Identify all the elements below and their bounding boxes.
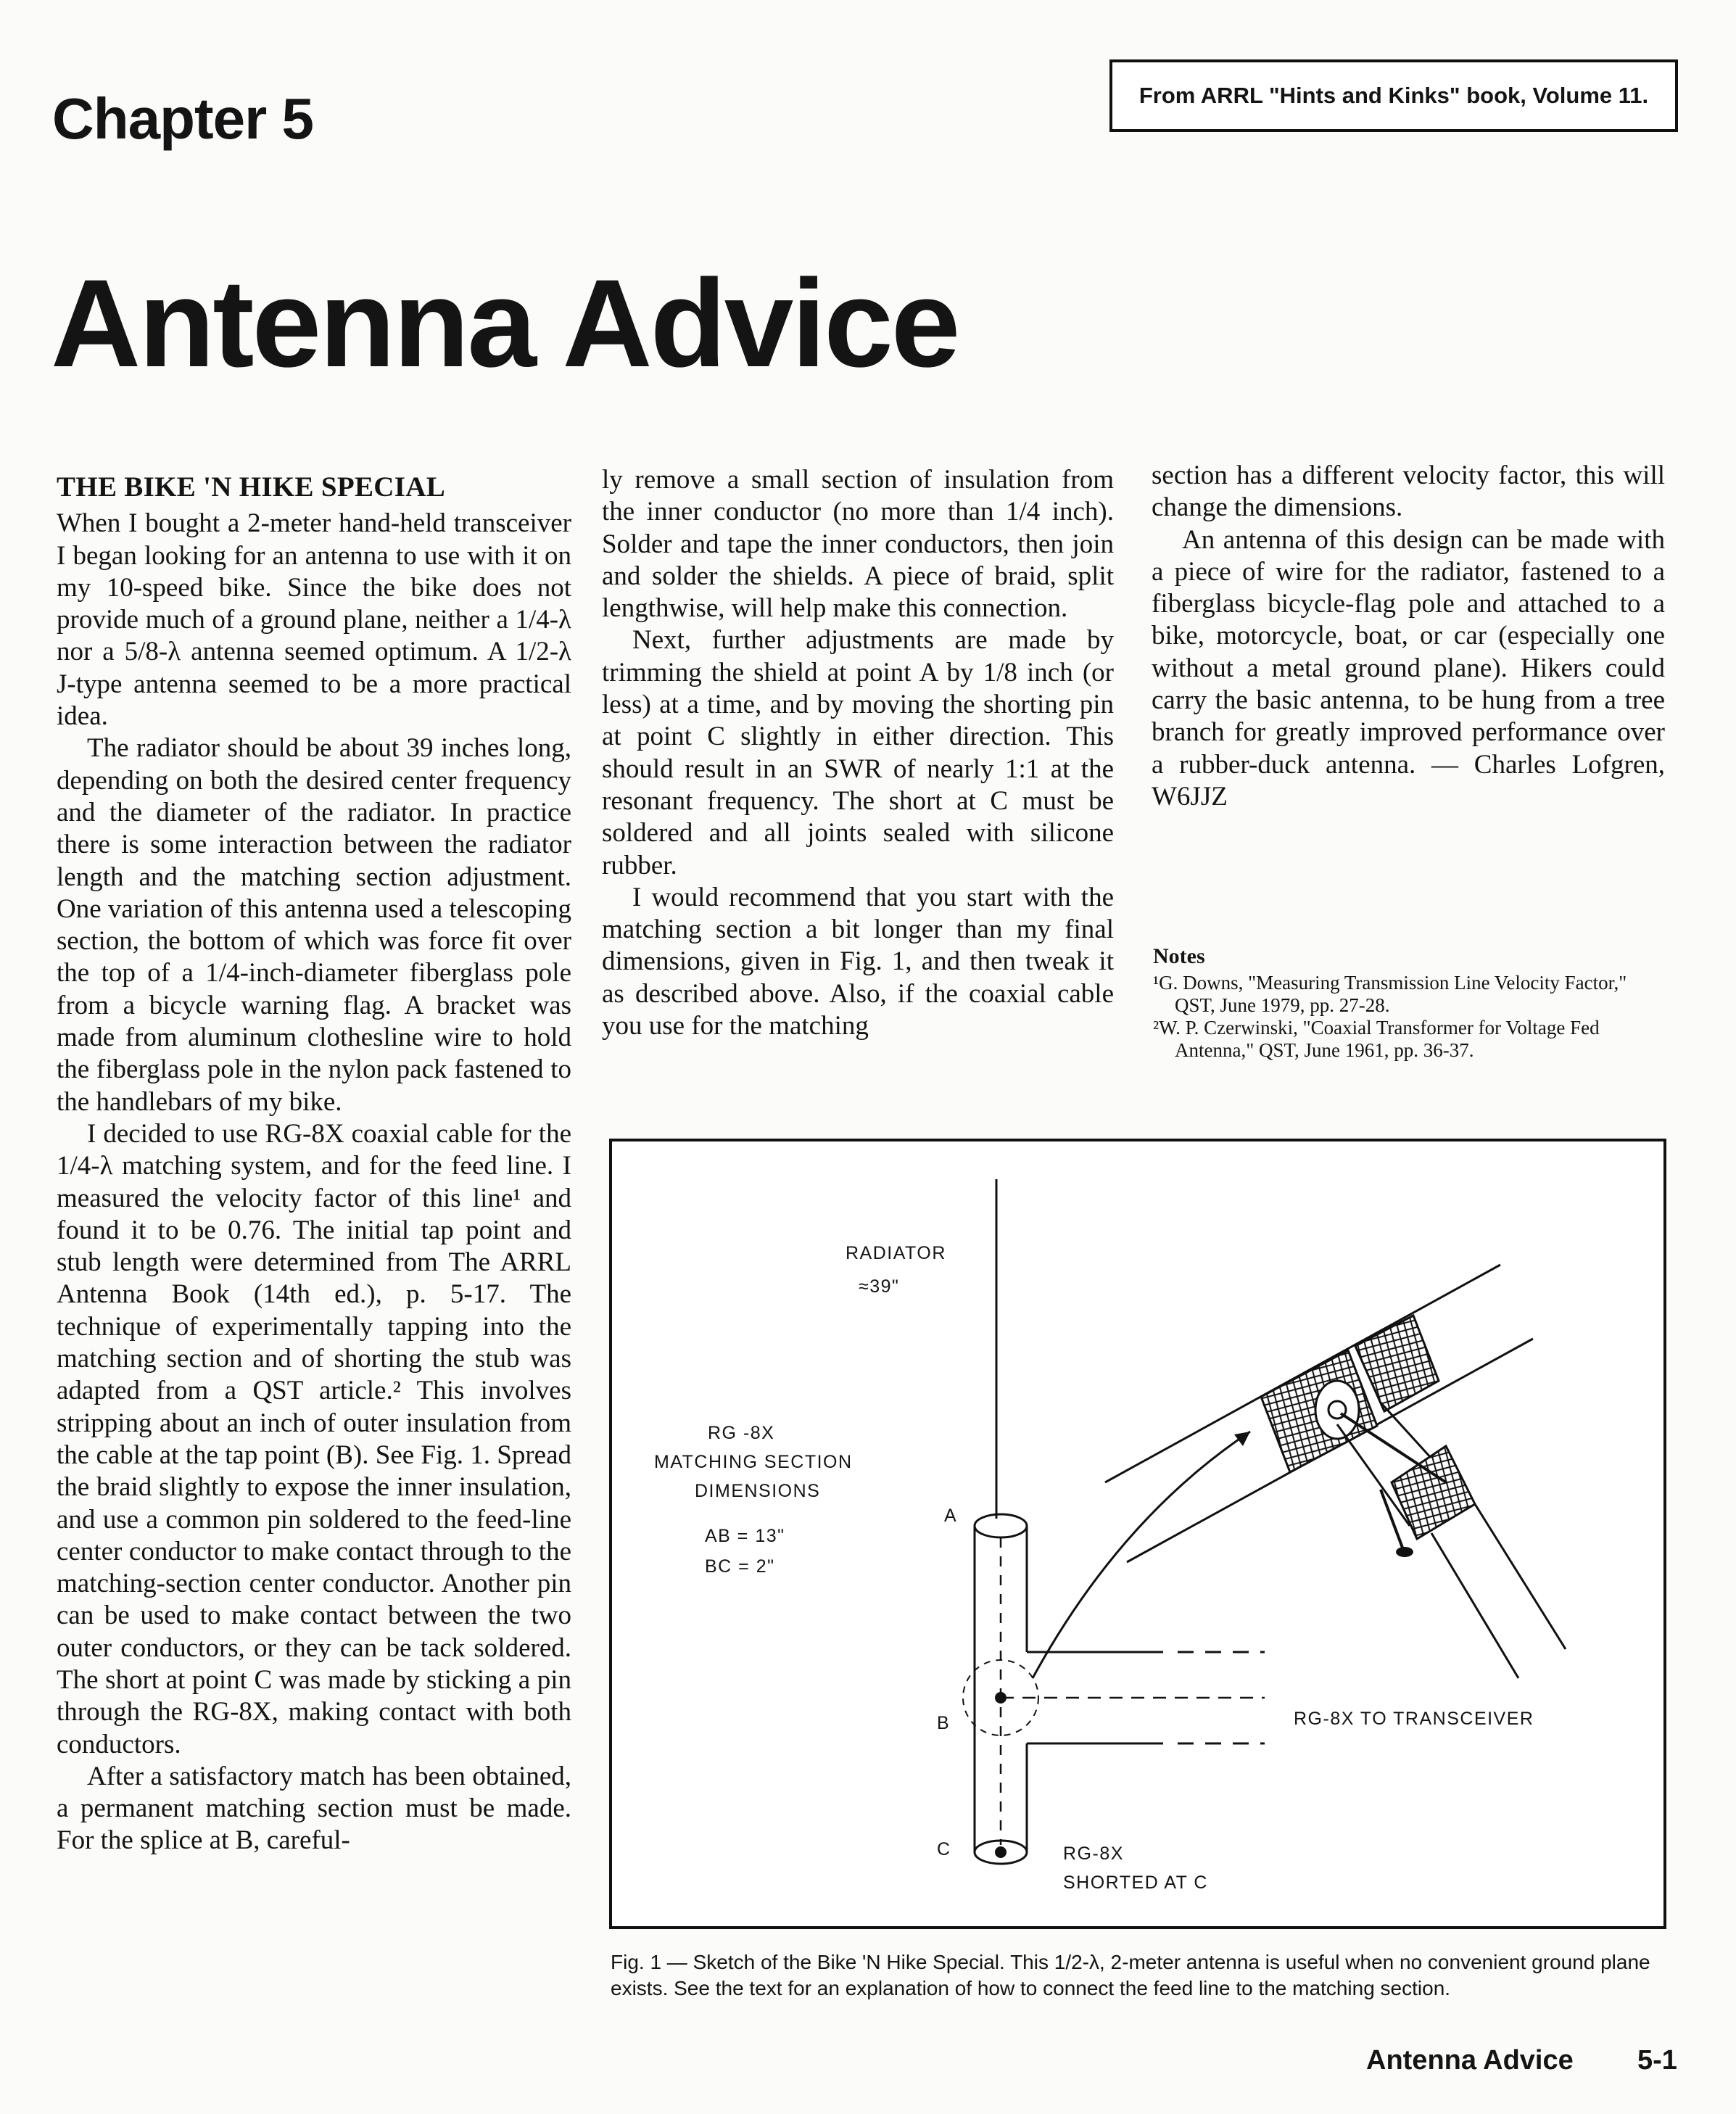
dimension-ab: AB = 13" — [705, 1526, 785, 1546]
paragraph: The radiator should be about 39 inches long, depending on both the desired center frequency and the diameter of the radiator. In practice there is some interaction between the radiator length and the matching section adjustment. One variation of this antenna used a telescoping section, the bottom of which was force fit over the top of a 1/4-inch-diameter fiberglass pole from a bicycle warning flag. A bracket was made from aluminum clothesline wire to hold the fiberglass pole in the nylon pack fastened to the handlebars of my bike. — [57, 733, 571, 1117]
notes-title: Notes — [1153, 944, 1205, 968]
paragraph: When I bought a 2-meter hand-held transceiver I began looking for an antenna to use with it on my 10-speed bike. Since the bike does not provide much of a ground plane, neither a 1/4-λ nor a 5/8-λ antenna seemed optimum. A 1/2-λ J-type antenna seemed to be a more practical idea. — [57, 508, 571, 732]
paragraph: Next, further adjustments are made by trimming the shield at point A by 1/8 inch (or less) at a time, and by moving the shorting pin at point C slightly in either direction. This should result in an SWR of nearly 1:1 at the resonant frequency. The short at C must be soldered and all joints sealed with silicone rubber. — [602, 625, 1114, 880]
figure-1 — [609, 1139, 1666, 1929]
paragraph: section has a different velocity factor, this will change the dimensions. — [1152, 461, 1665, 523]
note-item: ¹G. Downs, "Measuring Transmission Line Velocity Factor," QST, June 1979, pp. 27-28. — [1153, 972, 1627, 1016]
short-label-line1: RG-8X — [1063, 1843, 1124, 1864]
feed-line-label: RG-8X TO TRANSCEIVER — [1294, 1709, 1534, 1729]
short-label-line2: SHORTED AT C — [1063, 1873, 1208, 1893]
paragraph: After a satisfactory match has been obtained, a permanent matching section must be made. For the splice at B, careful- — [57, 1761, 571, 1856]
note-item: ²W. P. Czerwinski, "Coaxial Transformer for Voltage Fed Antenna," QST, June 1961, pp. 36-37. — [1153, 1017, 1600, 1061]
dimension-bc: BC = 2" — [705, 1556, 775, 1577]
notes-list — [1153, 972, 1665, 1062]
paragraph: An antenna of this design can be made with a piece of wire for the radiator, fastened to a fiberglass bicycle-flag pole and attached to a bike, motorcycle, boat, or car (especially one without a metal ground plane). Hikers could carry the basic antenna, to be hung from a tree branch for greatly improved performance over a rubber-duck antenna. — Charles Lofgren, W6JJZ — [1152, 524, 1665, 812]
radiator-length: ≈39" — [859, 1276, 900, 1297]
point-b-label: B — [937, 1713, 951, 1733]
paragraph: I decided to use RG-8X coaxial cable for the 1/4-λ matching system, and for the feed line. I measured the velocity factor of this line¹ and found it to be 0.76. The initial tap point and stub length were determined from The ARRL Antenna Book (14th ed.), p. 5-17. The technique of experimentally tapping into the matching section and of shorting the stub was adapted from a QST article.² This involves stripping about an inch of outer insulation from the cable at the tap point (B). See Fig. 1. Spread the braid slightly to expose the inner insulation, and use a common pin soldered to the feed-line center conductor to make contact through to the matching-section center conductor. Another pin can be used to make contact between the two outer conductors, or they can be tack soldered. The short at point C was made by sticking a pin through the RG-8X, making contact with both conductors. — [57, 1118, 572, 1759]
section-label-line3: DIMENSIONS — [695, 1481, 821, 1501]
page-title: Antenna Advice — [51, 254, 959, 393]
footer-page-number: 5-1 — [1637, 2045, 1677, 2076]
text-column-2 — [602, 464, 1114, 1042]
section-label-line1: RG -8X — [708, 1423, 775, 1443]
radiator-label: RADIATOR — [846, 1243, 946, 1263]
figure-caption: Fig. 1 — Sketch of the Bike 'N Hike Special. This 1/2-λ, 2-meter antenna is useful when no convenient ground plane exists. See the text for an explanation of how to connect the feed line to the matching section. — [611, 1951, 1650, 1999]
point-c-label: C — [937, 1839, 951, 1859]
source-note: From ARRL "Hints and Kinks" book, Volume 11. — [1109, 59, 1678, 132]
article-heading: THE BIKE 'N HIKE SPECIAL — [57, 471, 446, 503]
paragraph: ly remove a small section of insulation from the inner conductor (no more than 1/4 inch). Solder and tape the inner conductors, then join and solder the shields. A piece of braid, split lengthwise, will help make this connection. — [602, 465, 1114, 624]
paragraph: I would recommend that you start with the matching section a bit longer than my final dimensions, given in Fig. 1, and then tweak it as described above. Also, if the coaxial cable you use for the matching — [602, 882, 1114, 1041]
chapter-label: Chapter 5 — [52, 86, 313, 151]
footer-section: Antenna Advice — [1366, 2045, 1574, 2076]
point-a-label: A — [944, 1506, 958, 1526]
text-column-3 — [1152, 460, 1665, 813]
section-label-line2: MATCHING SECTION — [654, 1452, 853, 1472]
text-column-1 — [57, 471, 571, 1857]
